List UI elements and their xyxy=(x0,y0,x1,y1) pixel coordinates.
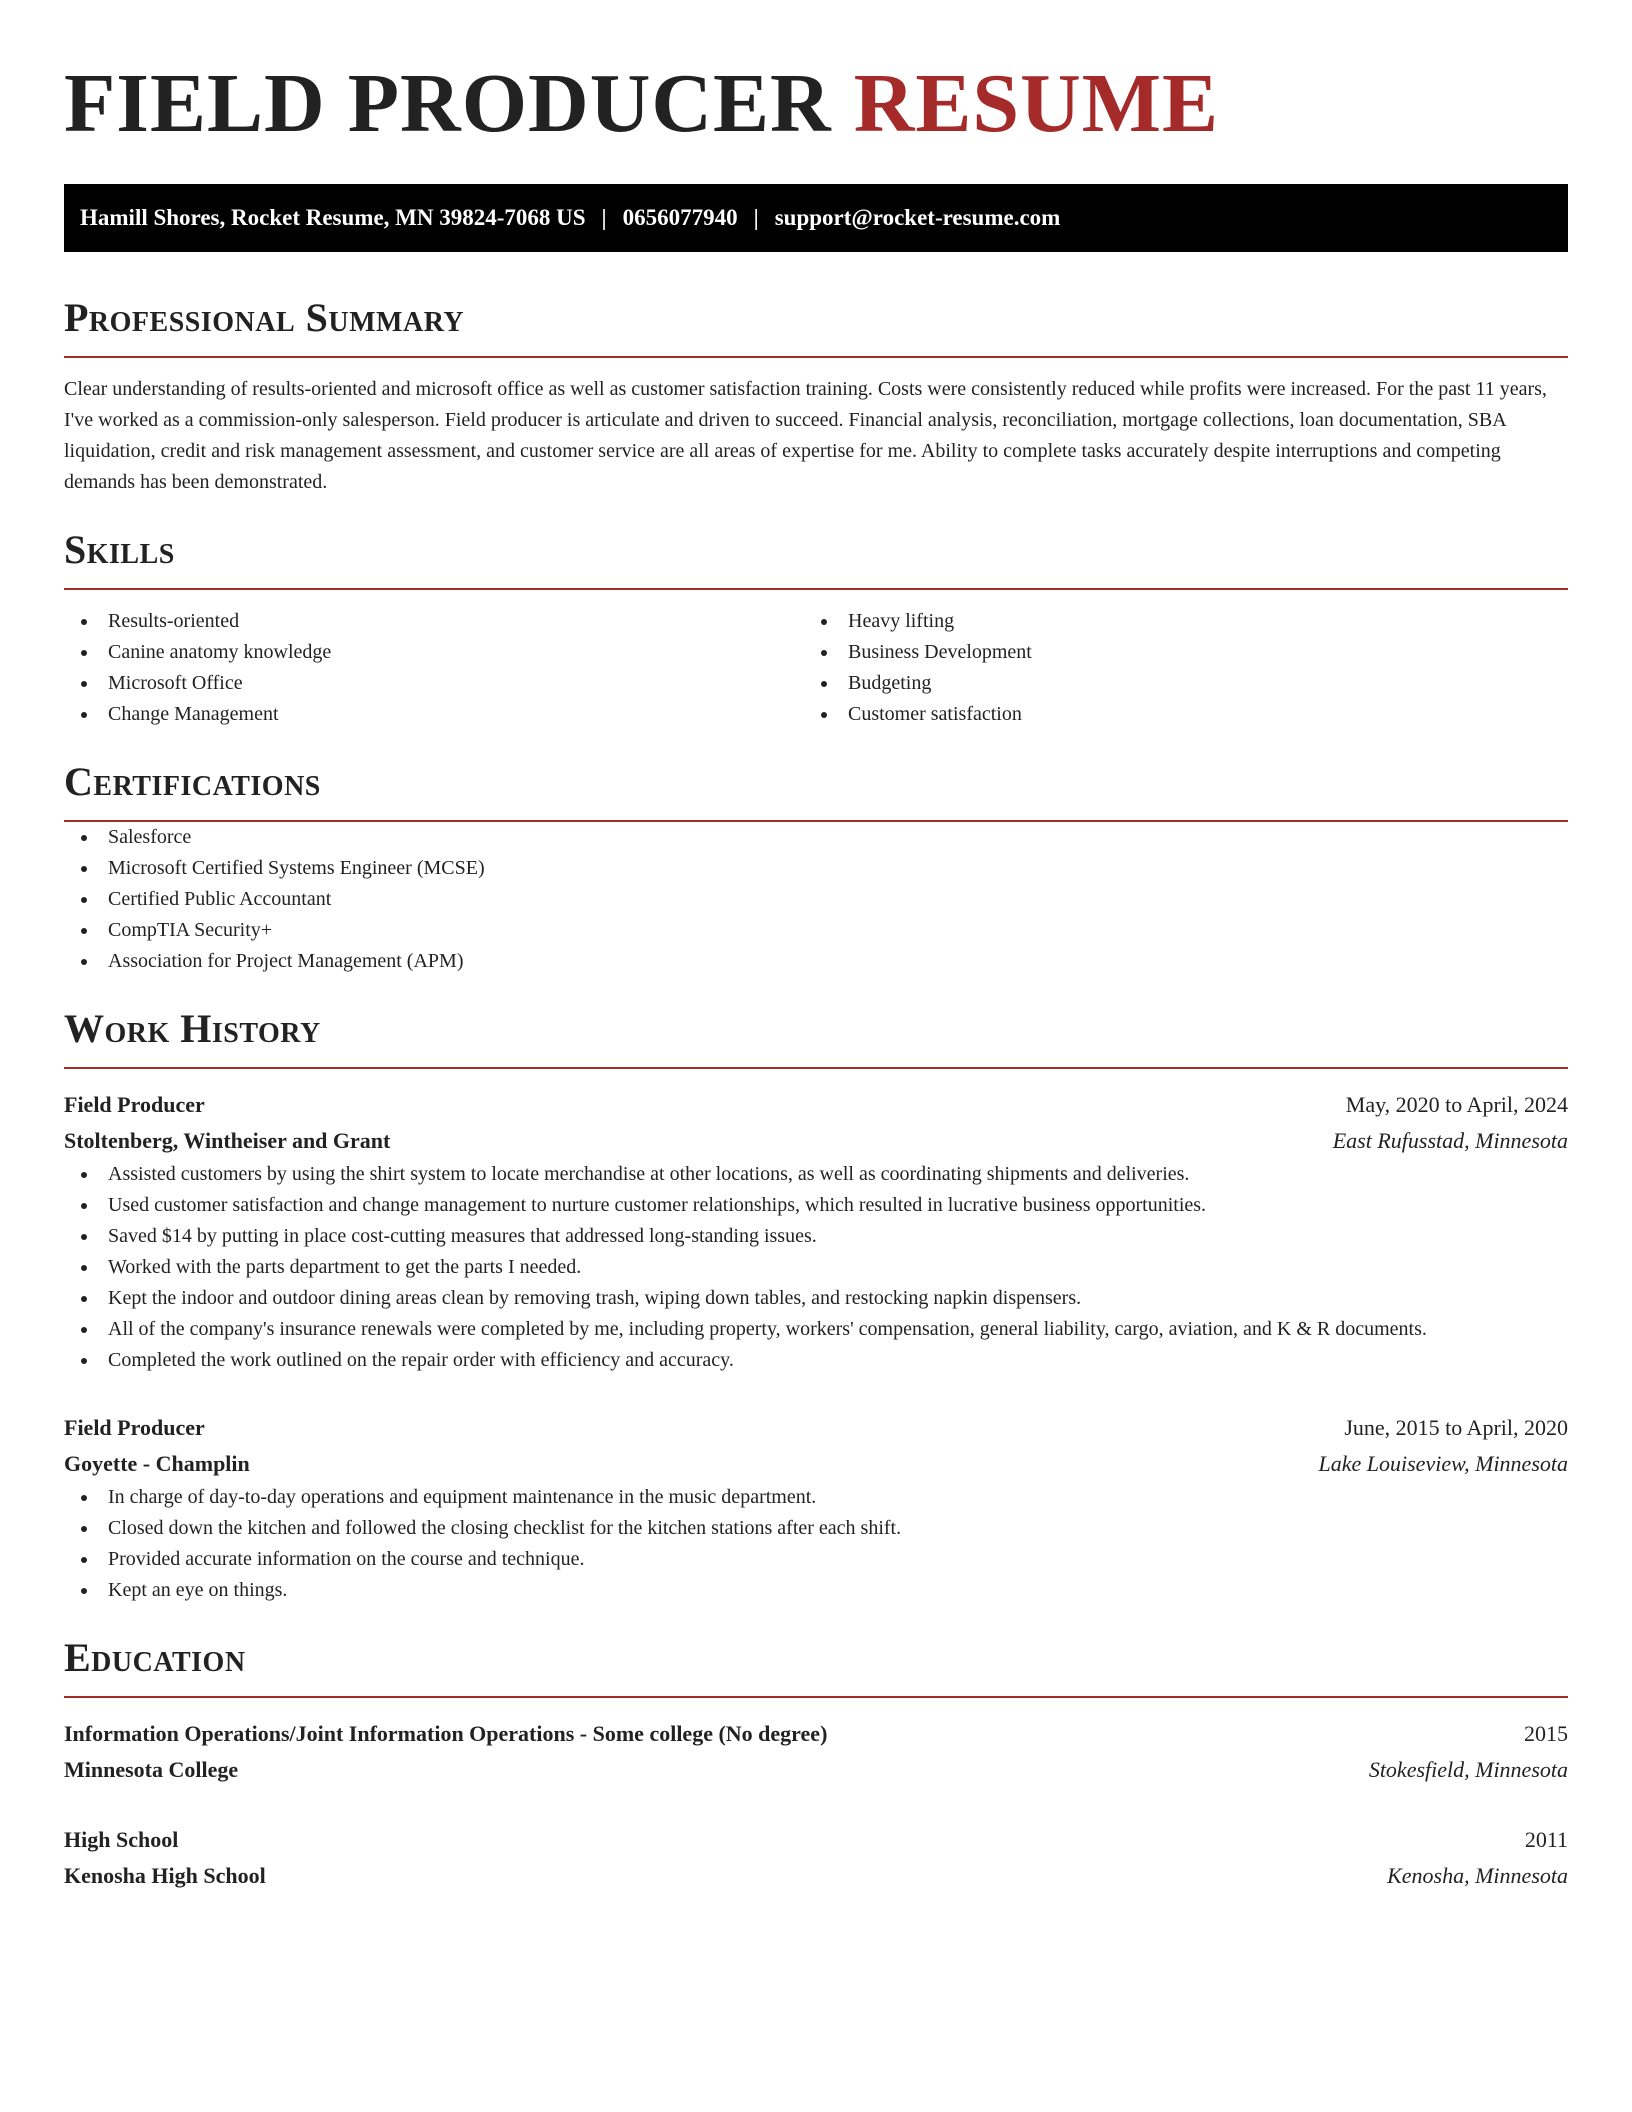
education-degree: Information Operations/Joint Information Operations - Some college (No degree) xyxy=(64,1721,828,1746)
job-company-row xyxy=(64,1123,1568,1159)
education-entry xyxy=(64,1716,1568,1788)
certification-item: Association for Project Management (APM) xyxy=(64,946,1568,977)
skill-item: Change Management xyxy=(64,699,804,730)
certifications-list xyxy=(64,822,1568,977)
section-divider xyxy=(64,356,1568,358)
job-location: East Rufusstad, Minnesota xyxy=(1332,1128,1568,1153)
skill-item: Microsoft Office xyxy=(64,668,804,699)
skill-item: Business Development xyxy=(804,637,1544,668)
section-title-certifications: Certifications xyxy=(64,759,321,804)
education-location: Kenosha, Minnesota xyxy=(1387,1863,1568,1888)
job-company-row xyxy=(64,1446,1568,1482)
job-duty: All of the company's insurance renewals were completed by me, including property, workers' compensation, general liability, cargo, aviation, and K & R documents. xyxy=(64,1314,1568,1345)
summary-text: Clear understanding of results-oriented and microsoft office as well as customer satisfaction training. Costs were consistently reduced while profits were increased. For the past 11 years, I've worked as a commission-only salesperson. Field producer is articulate and driven to succeed. Financial analysis, reconciliation, mortgage collections, loan documentation, SBA liquidation, credit and risk management assessment, and customer service are all areas of expertise for me. Ability to complete tasks accurately despite interruptions and competing demands has been demonstrated. xyxy=(64,378,1547,493)
education-section xyxy=(64,1634,1568,1894)
section-title-work-history: Work History xyxy=(64,1006,321,1051)
summary-section xyxy=(64,294,1568,498)
education-entry xyxy=(64,1822,1568,1894)
job-title: Field Producer xyxy=(64,1415,205,1440)
skills-grid xyxy=(64,606,1568,730)
certification-item: Salesforce xyxy=(64,822,1568,853)
education-degree: High School xyxy=(64,1827,179,1852)
job-duty: Saved $14 by putting in place cost-cutting measures that addressed long-standing issues. xyxy=(64,1221,1568,1252)
job-duties-list xyxy=(64,1159,1568,1376)
education-year: 2015 xyxy=(1524,1721,1568,1746)
education-degree-row xyxy=(64,1716,1568,1752)
job-duties-list xyxy=(64,1482,1568,1606)
section-title-skills: Skills xyxy=(64,527,175,572)
skill-item: Results-oriented xyxy=(64,606,804,637)
education-school-row xyxy=(64,1858,1568,1894)
skills-column-right xyxy=(804,606,1544,730)
job-duty: Kept the indoor and outdoor dining areas clean by removing trash, wiping down tables, and restocking napkin dispensers. xyxy=(64,1283,1568,1314)
education-degree-row xyxy=(64,1822,1568,1858)
skills-section xyxy=(64,526,1568,730)
job-header-row xyxy=(64,1410,1568,1446)
certification-item: CompTIA Security+ xyxy=(64,915,1568,946)
job-duty: Worked with the parts department to get the parts I needed. xyxy=(64,1252,1568,1283)
job-duty: Provided accurate information on the course and technique. xyxy=(64,1544,1568,1575)
title-main: FIELD PRODUCER xyxy=(64,57,832,150)
certification-item: Certified Public Accountant xyxy=(64,884,1568,915)
skill-item: Customer satisfaction xyxy=(804,699,1544,730)
job-dates: June, 2015 to April, 2020 xyxy=(1344,1415,1568,1440)
contact-email: support@rocket-resume.com xyxy=(774,205,1061,230)
section-divider xyxy=(64,588,1568,590)
job-dates: May, 2020 to April, 2024 xyxy=(1345,1092,1568,1117)
contact-separator: | xyxy=(601,205,607,230)
skill-item: Heavy lifting xyxy=(804,606,1544,637)
certifications-section xyxy=(64,758,1568,977)
job-duty: Closed down the kitchen and followed the closing checklist for the kitchen stations after each shift. xyxy=(64,1513,1568,1544)
job-duty: Assisted customers by using the shirt system to locate merchandise at other locations, as well as coordinating shipments and deliveries. xyxy=(64,1159,1568,1190)
contact-phone: 0656077940 xyxy=(622,205,738,230)
section-divider xyxy=(64,1696,1568,1698)
job-duty: Used customer satisfaction and change management to nurture customer relationships, which resulted in lucrative business opportunities. xyxy=(64,1190,1568,1221)
contact-separator: | xyxy=(753,205,759,230)
section-title-summary: Professional Summary xyxy=(64,295,465,340)
job-header-row xyxy=(64,1087,1568,1123)
skill-item: Budgeting xyxy=(804,668,1544,699)
education-location: Stokesfield, Minnesota xyxy=(1368,1757,1568,1782)
education-school: Kenosha High School xyxy=(64,1863,266,1888)
job-title: Field Producer xyxy=(64,1092,205,1117)
job-duty: Completed the work outlined on the repair order with efficiency and accuracy. xyxy=(64,1345,1568,1376)
job-entry xyxy=(64,1087,1568,1376)
job-entry xyxy=(64,1410,1568,1606)
resume-title xyxy=(64,0,1568,150)
job-duty: Kept an eye on things. xyxy=(64,1575,1568,1606)
education-school-row xyxy=(64,1752,1568,1788)
work-history-section xyxy=(64,1005,1568,1606)
skill-item: Canine anatomy knowledge xyxy=(64,637,804,668)
job-duty: In charge of day-to-day operations and equipment maintenance in the music department. xyxy=(64,1482,1568,1513)
education-year: 2011 xyxy=(1524,1827,1568,1852)
section-title-education: Education xyxy=(64,1635,246,1680)
contact-bar xyxy=(64,184,1568,252)
certification-item: Microsoft Certified Systems Engineer (MCSE) xyxy=(64,853,1568,884)
education-school: Minnesota College xyxy=(64,1757,239,1782)
job-location: Lake Louiseview, Minnesota xyxy=(1318,1451,1568,1476)
section-divider xyxy=(64,1067,1568,1069)
skills-column-left xyxy=(64,606,804,730)
job-company: Goyette - Champlin xyxy=(64,1451,250,1476)
job-company: Stoltenberg, Wintheiser and Grant xyxy=(64,1128,391,1153)
title-accent: RESUME xyxy=(853,57,1220,150)
contact-address: Hamill Shores, Rocket Resume, MN 39824-7068 US xyxy=(80,205,586,230)
